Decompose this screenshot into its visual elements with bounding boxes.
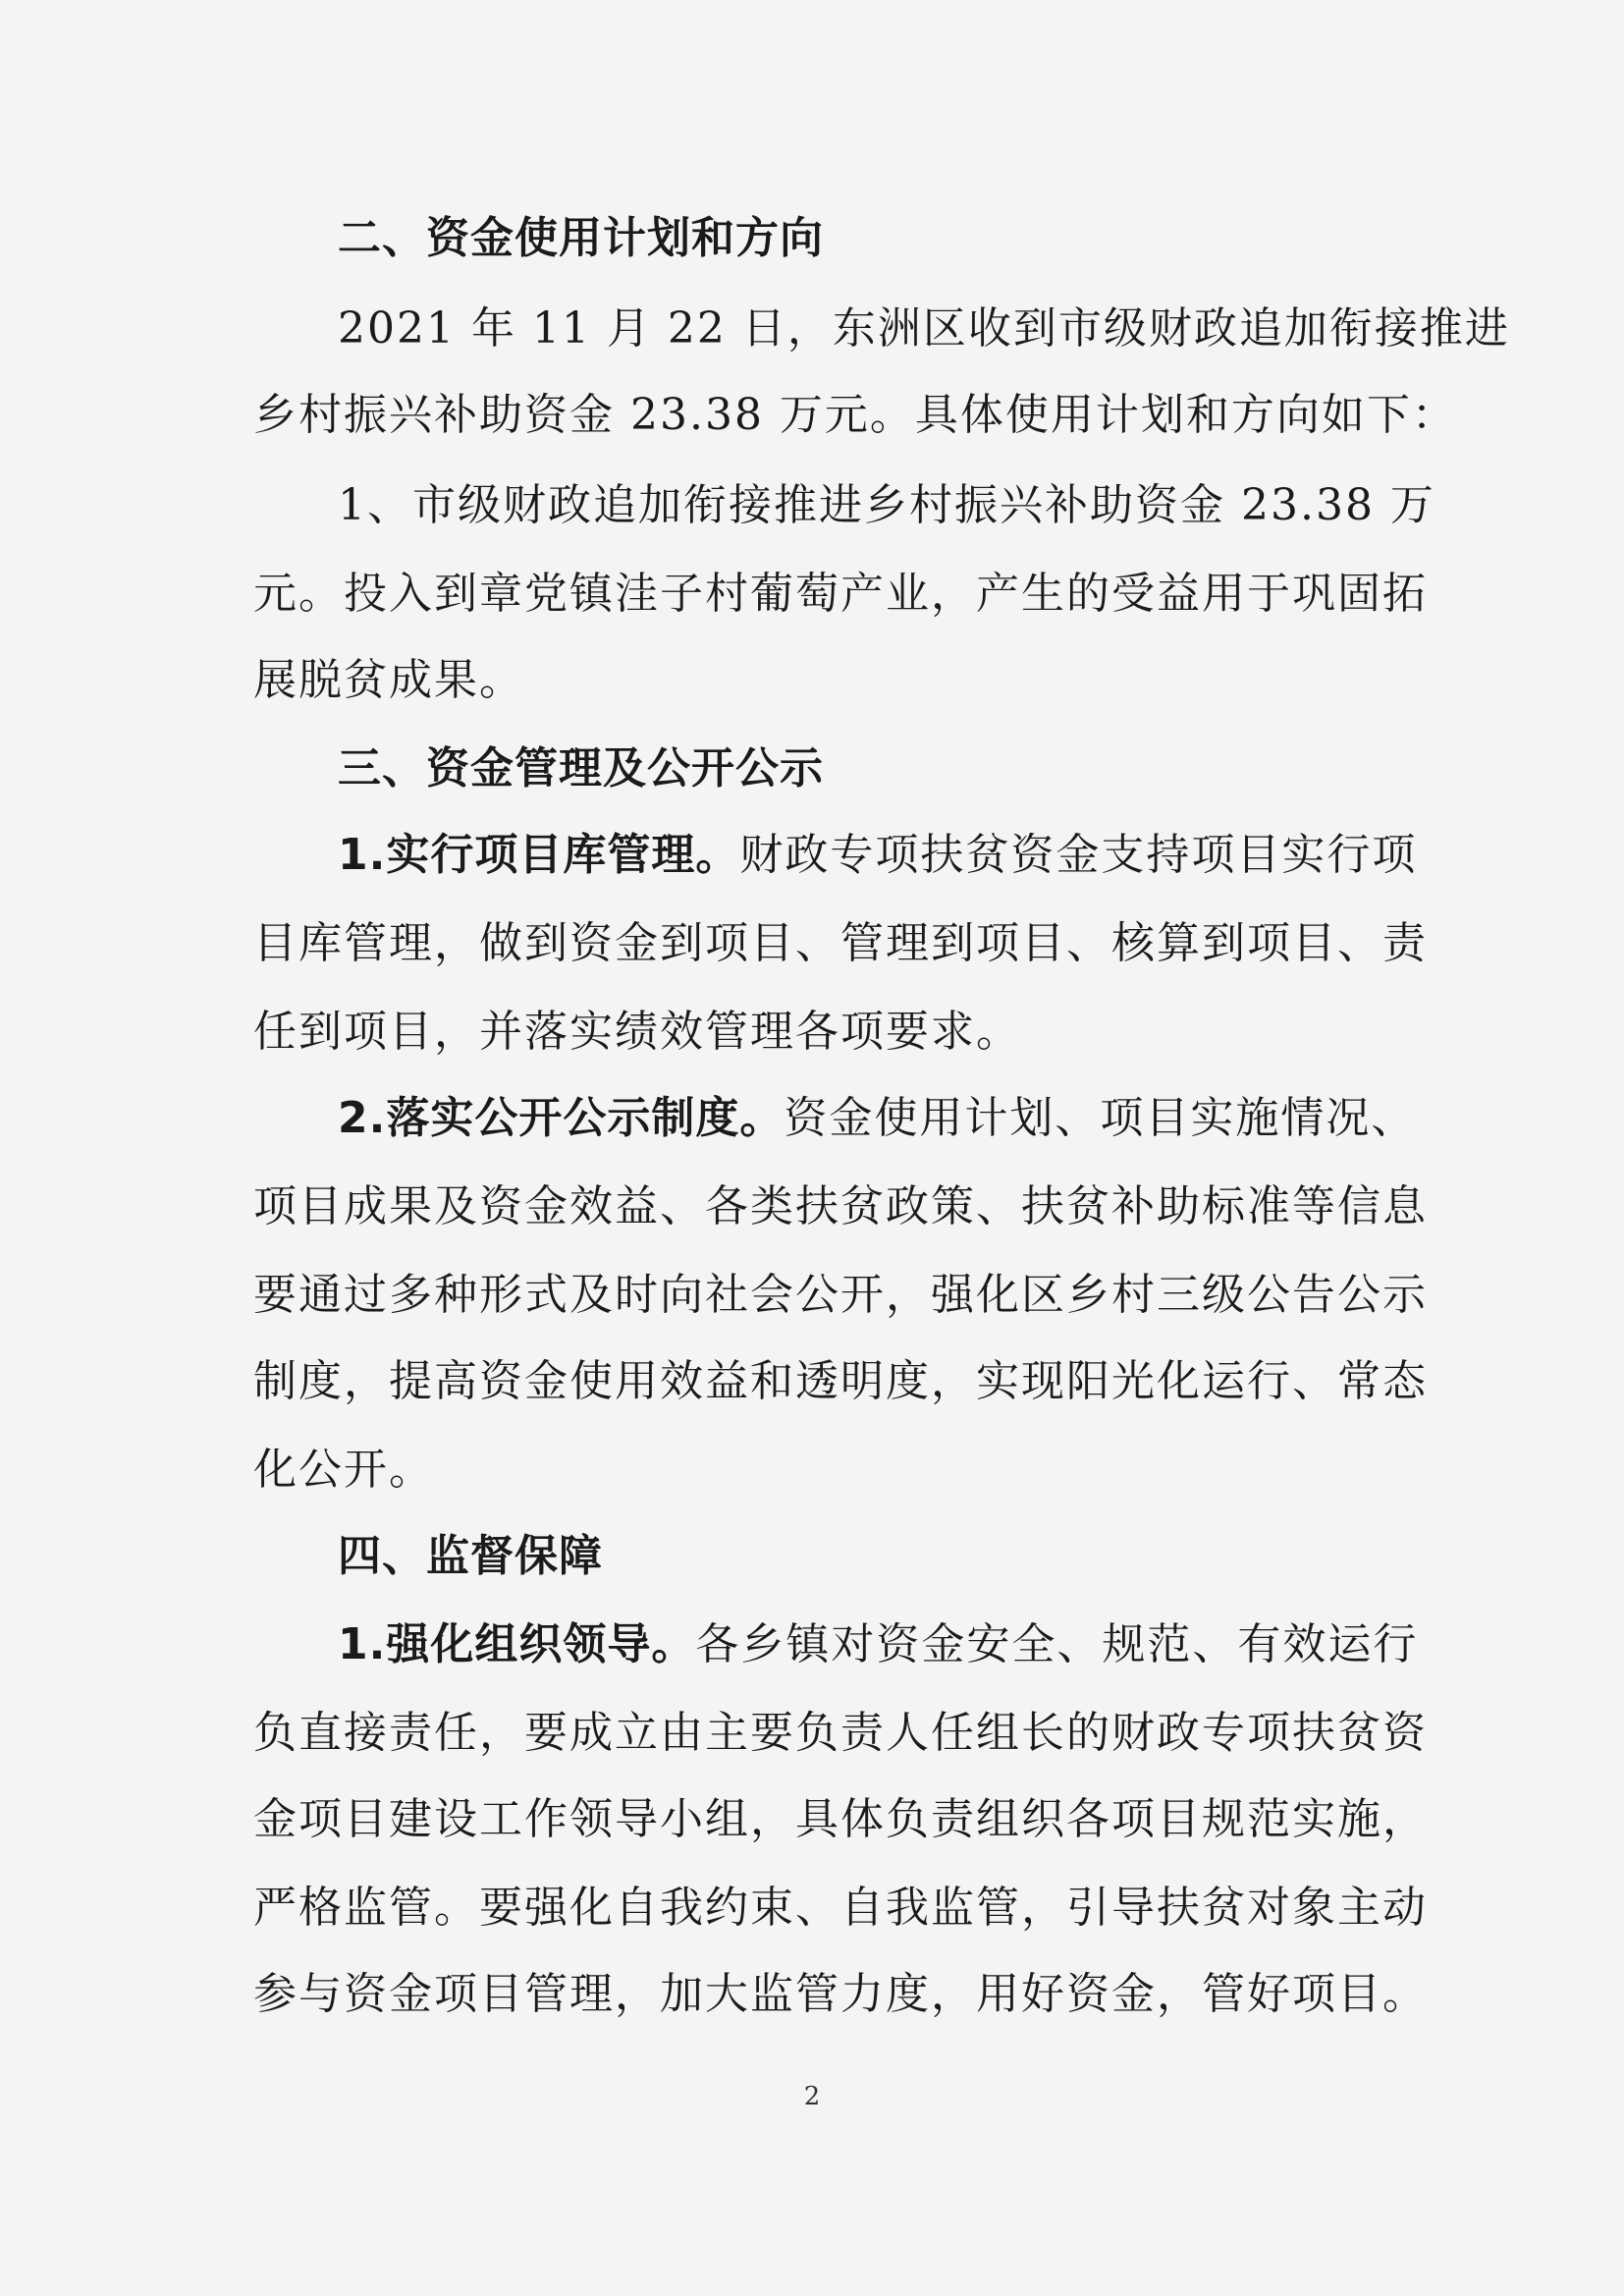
paragraph-line: 项目成果及资金效益、各类扶贫政策、扶贫补助标准等信息 — [253, 1181, 1428, 1231]
paragraph-line: 任到项目，并落实绩效管理各项要求。 — [253, 1007, 1021, 1057]
list-item-text: 财政专项扶贫资金支持项目实行项 — [739, 830, 1418, 880]
paragraph-line: 乡村振兴补助资金 23.38 万元。具体使用计划和方向如下： — [253, 390, 1457, 440]
paragraph-line: 展脱贫成果。 — [253, 655, 524, 705]
paragraph-line: 元。投入到章党镇洼子村葡萄产业，产生的受益用于巩固拓 — [253, 569, 1428, 619]
list-item-title: 1.实行项目库管理。 — [338, 830, 740, 880]
paragraph-line: 参与资金项目管理，加大监管力度，用好资金，管好项目。 — [253, 1969, 1428, 2019]
paragraph-line: 目库管理，做到资金到项目、管理到项目、核算到项目、责 — [253, 918, 1428, 968]
list-item-text: 各乡镇对资金安全、规范、有效运行 — [695, 1619, 1419, 1669]
list-item-title: 1.强化组织领导。 — [338, 1619, 696, 1669]
section-heading-4: 四、监督保障 — [338, 1531, 603, 1581]
list-item-4-1 — [338, 1617, 1418, 1672]
paragraph-line: 金项目建设工作领导小组，具体负责组织各项目规范实施， — [253, 1794, 1428, 1844]
section-heading-2: 二、资金使用计划和方向 — [338, 213, 824, 263]
paragraph-line: 2021 年 11 月 22 日，东洲区收到市级财政追加衔接推进 — [338, 303, 1510, 354]
page-number: 2 — [803, 2082, 821, 2111]
section-heading-3: 三、资金管理及公开公示 — [338, 743, 824, 793]
list-item-3-1 — [338, 828, 1417, 883]
paragraph-line: 负直接责任，要成立由主要负责人任组长的财政专项扶贫资 — [253, 1708, 1428, 1758]
paragraph-line: 化公开。 — [253, 1445, 434, 1495]
paragraph-line: 1、市级财政追加衔接推进乡村振兴补助资金 23.38 万 — [338, 480, 1435, 530]
paragraph-line: 严格监管。要强化自我约束、自我监管，引导扶贫对象主动 — [253, 1883, 1428, 1933]
paragraph-line: 制度，提高资金使用效益和透明度，实现阳光化运行、常态 — [253, 1356, 1428, 1406]
paragraph-line: 要通过多种形式及时向社会公开，强化区乡村三级公告公示 — [253, 1270, 1428, 1320]
list-item-3-2 — [338, 1091, 1416, 1146]
list-item-text: 资金使用计划、项目实施情况、 — [784, 1093, 1417, 1143]
list-item-title: 2.落实公开公示制度。 — [338, 1093, 785, 1143]
